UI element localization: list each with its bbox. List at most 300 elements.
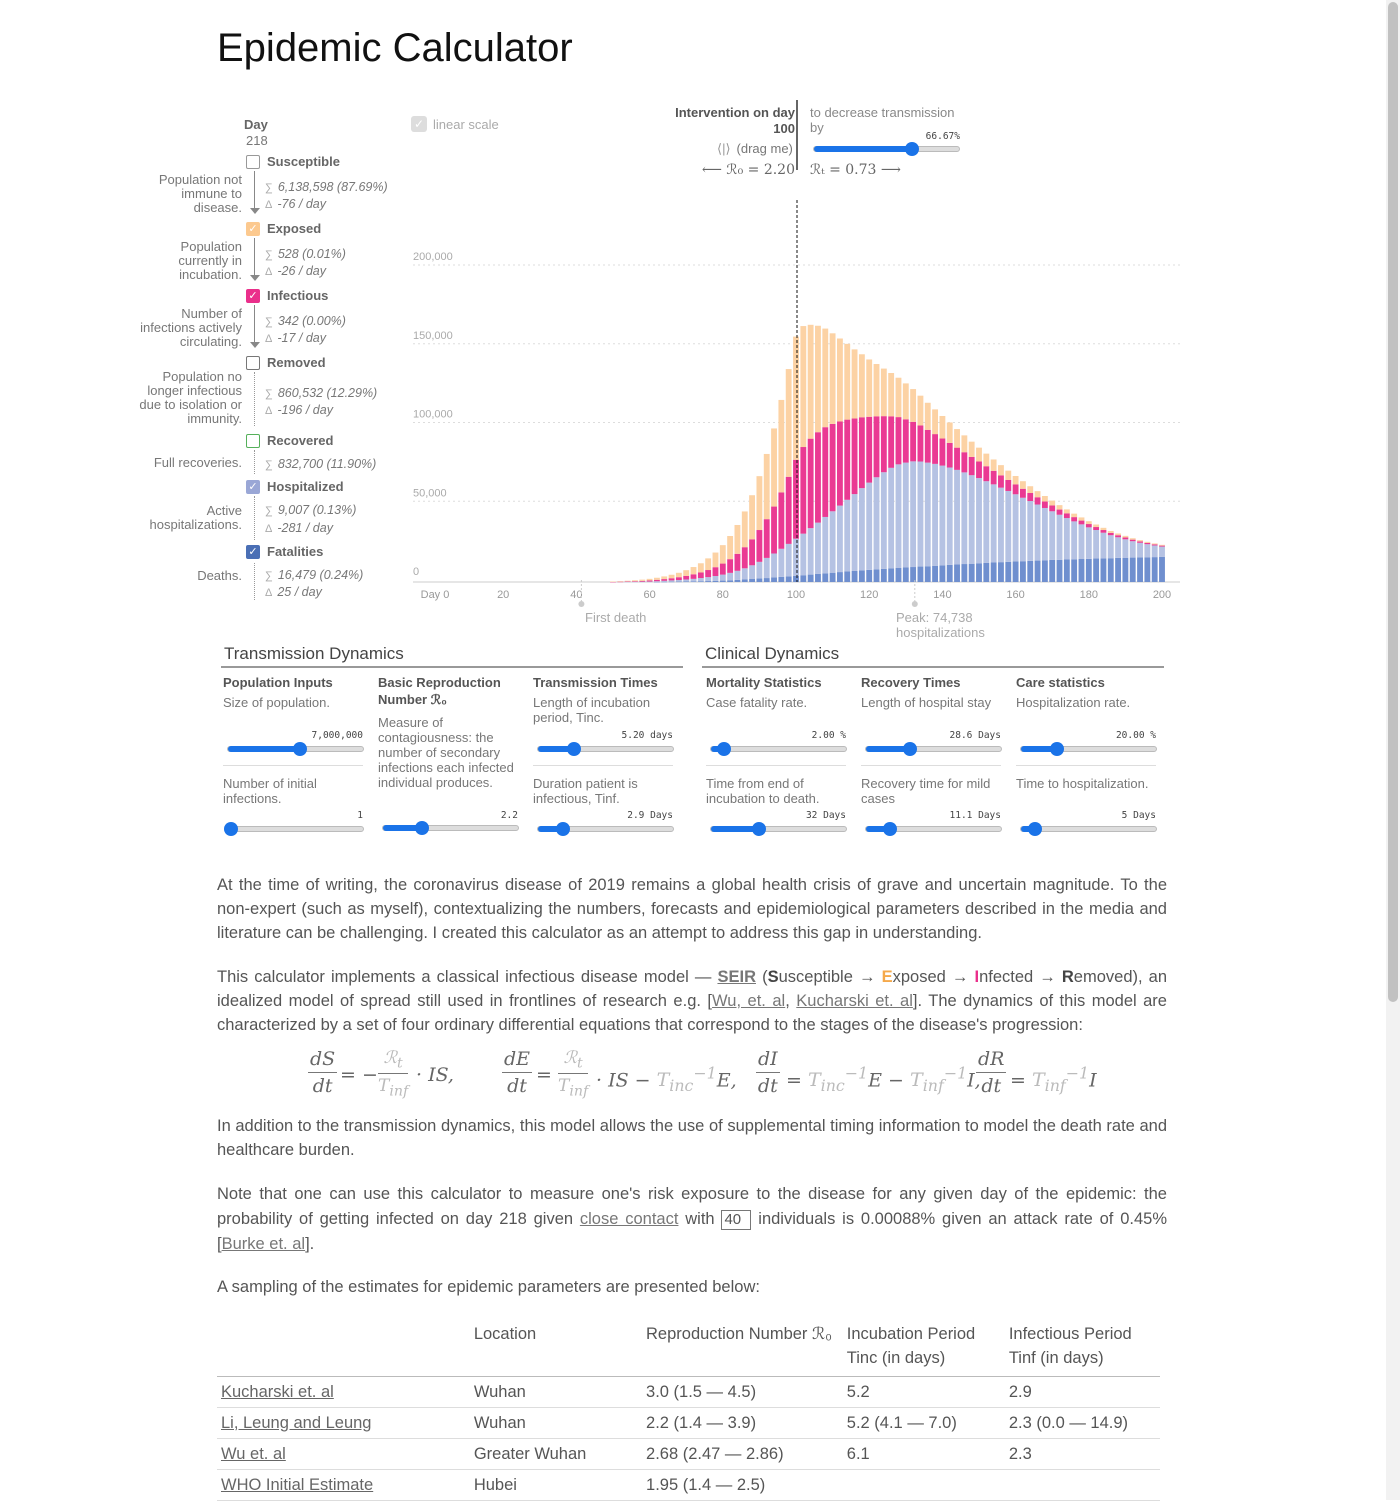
decrease-label-by: by [810, 120, 824, 135]
cell-value: 5.2 [846, 1382, 870, 1401]
checkbox-infectious[interactable]: ✓ [246, 289, 260, 303]
slider-thumb[interactable] [224, 822, 238, 836]
bar-infectious [918, 425, 924, 461]
contacts-input[interactable] [721, 1210, 751, 1230]
bar-fatalities [896, 568, 902, 582]
x-tick-label: 140 [933, 589, 952, 601]
table-cell [843, 1408, 1005, 1439]
delta-value: -281 / day [277, 521, 333, 535]
bar-hospitalized [625, 582, 631, 583]
bar-exposed [632, 580, 638, 581]
cell-value: Wuhan [473, 1413, 526, 1432]
bar-infectious [742, 547, 748, 568]
sum-value: 9,007 (0.13%) [277, 503, 357, 517]
bar-hospitalized [1064, 518, 1070, 559]
control-group-heading: Care statistics [1016, 675, 1105, 690]
bar-exposed [705, 558, 711, 570]
bar-hospitalized [983, 481, 989, 563]
description-line: immune to [181, 186, 242, 201]
scrollbar-thumb[interactable] [1388, 2, 1398, 1002]
seir-text-exposed: xposed → [892, 968, 975, 986]
eq-ds-dt: $\frac{dS}{dt}$ [310, 1048, 336, 1097]
bar-hospitalized [976, 478, 982, 563]
bar-hospitalized [1159, 547, 1165, 557]
bar-hospitalized [771, 553, 777, 577]
checkbox-susceptible[interactable] [246, 155, 260, 169]
slider-thumb[interactable] [883, 822, 897, 836]
sum-value: 16,479 (0.24%) [277, 568, 364, 582]
linear-scale-checkbox[interactable]: ✓ [411, 116, 427, 132]
bar-hospitalized [1020, 498, 1026, 561]
bar-hospitalized [1086, 527, 1092, 559]
bar-infectious [632, 581, 638, 582]
table-header-cell: Location [470, 1318, 642, 1377]
table-cell [843, 1377, 1005, 1408]
bar-infectious [1159, 546, 1165, 547]
parameter-slider[interactable] [537, 746, 674, 752]
bar-infectious [954, 448, 960, 470]
bar-infectious [1064, 513, 1070, 518]
description-line: infections actively [140, 320, 242, 335]
bar-infectious [1130, 540, 1136, 542]
bar-fatalities [705, 581, 711, 582]
bar-hospitalized [1108, 535, 1114, 558]
delta-value: -26 / day [277, 264, 326, 278]
compartment-description [139, 370, 242, 426]
bar-hospitalized [1137, 543, 1143, 558]
flow-line [254, 563, 255, 600]
control-separator [1016, 765, 1156, 766]
source-link[interactable]: Kucharski et. al [221, 1382, 334, 1401]
bar-hospitalized [749, 565, 755, 579]
eq-eq4: = $T_{inf}^{-1}I$ [1010, 1064, 1097, 1096]
eq-is: · IS, [416, 1064, 454, 1086]
bar-fatalities [654, 582, 660, 583]
source-link[interactable]: Li, Leung and Leung [221, 1413, 372, 1432]
bar-fatalities [800, 575, 806, 582]
bar-fatalities [859, 570, 865, 582]
seir-text-infected: nfected → [979, 968, 1062, 986]
seir-r-letter: R [1061, 968, 1074, 986]
bar-exposed [786, 369, 792, 477]
bar-infectious [1137, 541, 1143, 542]
bar-exposed [954, 429, 960, 448]
bar-fatalities [1064, 559, 1070, 582]
burke-link[interactable]: Burke et. al [221, 1235, 306, 1253]
bar-infectious [661, 579, 667, 581]
flow-line [254, 238, 255, 277]
source-link[interactable]: WHO Initial Estimate [221, 1475, 374, 1494]
risk-text-b: with [678, 1210, 722, 1228]
first-death-dot [578, 601, 584, 607]
x-tick-label: 40 [570, 589, 583, 601]
bar-fatalities [735, 580, 741, 582]
bar-exposed [888, 373, 894, 416]
table-cell [642, 1439, 843, 1470]
bar-exposed [676, 573, 682, 577]
table-cell [470, 1377, 642, 1408]
clinical-dynamics-title: Clinical Dynamics [705, 644, 840, 663]
compartment-description [159, 173, 242, 215]
transmission-dynamics-title: Transmission Dynamics [224, 644, 404, 663]
bar-fatalities [969, 564, 975, 582]
bar-fatalities [1130, 558, 1136, 582]
parameter-slider[interactable] [1020, 746, 1157, 752]
compartment-description [197, 569, 242, 583]
bar-infectious [903, 419, 909, 462]
bar-fatalities [1101, 558, 1107, 582]
bar-infectious [735, 554, 741, 571]
bar-exposed [749, 495, 755, 539]
bar-infectious [808, 439, 814, 528]
bar-infectious [625, 581, 631, 582]
bar-hospitalized [998, 488, 1004, 562]
bar-exposed [756, 476, 762, 530]
bar-exposed [874, 364, 880, 416]
bar-exposed [852, 349, 858, 418]
control-description: Hospitalization rate. [1016, 695, 1131, 710]
description-line: circulating. [179, 334, 242, 349]
slider-thumb[interactable] [717, 742, 731, 756]
bar-fatalities [1122, 558, 1128, 582]
bar-fatalities [1013, 562, 1019, 582]
x-tick-label: 80 [716, 589, 729, 601]
seir-e-letter: E [881, 968, 893, 986]
bar-infectious [617, 582, 623, 583]
bar-fatalities [874, 569, 880, 582]
control-group-heading: Transmission Times [533, 675, 658, 690]
day-value: 218 [246, 133, 268, 148]
decrease-value: 66.67% [925, 131, 960, 142]
table-cell [1005, 1408, 1160, 1439]
slider-fill [228, 746, 297, 752]
bar-hospitalized [903, 463, 909, 568]
bar-hospitalized [676, 580, 682, 582]
control-value: 1 [357, 810, 363, 821]
page-title: Epidemic Calculator [217, 26, 573, 70]
bar-fatalities [852, 571, 858, 582]
bar-hospitalized [932, 464, 938, 566]
drag-me-label: (drag me) [736, 141, 793, 156]
control-description: Time from end of incubation to death. [706, 776, 820, 806]
flow-arrow-icon [250, 342, 260, 348]
bar-exposed [1115, 533, 1121, 535]
description-line: longer infectious [147, 383, 242, 398]
cell-value: 1.95 (1.4 — 2.5) [646, 1475, 766, 1494]
bar-infectious [1020, 489, 1026, 498]
sum-icon: ∑ [265, 249, 273, 261]
compartment-description [178, 240, 242, 282]
description-line: disease. [193, 200, 242, 215]
bar-fatalities [1137, 557, 1143, 582]
bar-infectious [654, 580, 660, 581]
table-cell [1005, 1439, 1160, 1470]
bar-fatalities [961, 564, 967, 582]
eq-di-dt: $\frac{dI}{dt}$ [757, 1048, 778, 1097]
control-description: Length of incubation period, Tinc. [533, 695, 651, 725]
parameter-slider[interactable] [382, 825, 519, 831]
bar-hospitalized [793, 539, 799, 576]
parameter-slider[interactable] [710, 746, 847, 752]
intro-paragraph: At the time of writing, the coronavirus disease of 2019 remains a global health crisis of grave and uncertain magnitude. To the non-expert (such as myself), contextualizing the numbers, forecasts and epidemiological parameters described in the media and literature can be challenging. I created this calculator as an attempt to address this gap in understanding. [217, 876, 1167, 942]
slider-thumb[interactable] [752, 822, 766, 836]
bar-exposed [1071, 514, 1077, 517]
parameter-slider[interactable] [537, 826, 674, 832]
parameter-slider[interactable] [865, 826, 1002, 832]
slider-thumb[interactable] [903, 742, 917, 756]
table-cell [470, 1408, 642, 1439]
bar-hospitalized [1013, 494, 1019, 561]
parameter-slider[interactable] [1020, 826, 1157, 832]
bar-hospitalized [647, 582, 653, 583]
bar-fatalities [1035, 561, 1041, 582]
compartment-sum [265, 386, 377, 400]
bar-hospitalized [705, 577, 711, 581]
sum-icon: ∑ [265, 388, 273, 400]
delta-icon: Δ [265, 587, 273, 599]
bar-hospitalized [1042, 508, 1048, 560]
bar-exposed [859, 354, 865, 417]
checkbox-exposed[interactable]: ✓ [246, 222, 260, 236]
bar-fatalities [1042, 560, 1048, 582]
parameter-slider[interactable] [710, 826, 847, 832]
peak-label: Peak: 74,738 [896, 610, 973, 625]
slider-thumb[interactable] [415, 821, 429, 835]
bar-hospitalized [691, 579, 697, 582]
bar-hospitalized [756, 562, 762, 579]
bar-exposed [720, 545, 726, 563]
bar-infectious [939, 439, 945, 466]
bar-fatalities [742, 579, 748, 582]
bar-hospitalized [852, 494, 858, 571]
r0-readout: ⟵ ℛ₀ = 2.20 [701, 162, 795, 178]
bar-exposed [844, 344, 850, 420]
bar-exposed [1079, 517, 1085, 520]
slider-thumb[interactable] [1028, 822, 1042, 836]
bar-hospitalized [661, 581, 667, 582]
seir-s-letter: S [767, 968, 779, 986]
bar-fatalities [998, 562, 1004, 582]
bar-infectious [888, 416, 894, 468]
table-header-cell [217, 1318, 470, 1377]
bar-exposed [998, 465, 1004, 475]
bar-hospitalized [888, 468, 894, 569]
flow-arrow-icon [250, 275, 260, 281]
bar-exposed [654, 578, 660, 580]
bar-infectious [764, 519, 770, 558]
table-cell [217, 1377, 470, 1408]
bar-infectious [1115, 535, 1121, 537]
scrollbar[interactable] [1386, 0, 1400, 1500]
bar-infectious [676, 577, 682, 580]
table-header-row [217, 1318, 1160, 1377]
bar-exposed [683, 570, 689, 576]
bar-hospitalized [844, 500, 850, 572]
x-tick-label: 120 [860, 589, 879, 601]
bar-hospitalized [727, 573, 733, 580]
bar-exposed [976, 448, 982, 462]
compartment-delta [265, 264, 326, 278]
bar-hospitalized [859, 488, 865, 570]
control-description: Number of initial infections. [223, 776, 317, 806]
control-description: Length of hospital stay [861, 695, 992, 710]
parameter-slider[interactable] [865, 746, 1002, 752]
bar-fatalities [976, 563, 982, 582]
seir-link[interactable]: SEIR [717, 968, 756, 986]
slider-thumb[interactable] [556, 822, 570, 836]
checkbox-recovered[interactable] [246, 434, 260, 448]
bar-hospitalized [713, 576, 719, 581]
bar-exposed [742, 511, 748, 547]
slider-fill [711, 826, 756, 832]
sampling-paragraph: A sampling of the estimates for epidemic parameters are presented below: [217, 1278, 760, 1296]
slider-thumb[interactable] [567, 742, 581, 756]
bar-exposed [625, 581, 631, 582]
checkbox-fatalities[interactable]: ✓ [246, 545, 260, 559]
bar-fatalities [1027, 561, 1033, 582]
x-tick-label: 200 [1152, 589, 1172, 601]
bar-hospitalized [874, 477, 880, 569]
parameter-slider[interactable] [227, 746, 364, 752]
control-description: Duration patient is infectious, Tinf. [533, 776, 638, 806]
clinical-rule [702, 666, 1164, 668]
bar-fatalities [1057, 560, 1063, 582]
checkbox-hospitalized[interactable]: ✓ [246, 480, 260, 494]
intervention-label: Intervention on day [675, 105, 795, 120]
bar-exposed [1057, 505, 1063, 509]
description-line: currently in [178, 253, 242, 268]
table-cell [470, 1470, 642, 1501]
cell-value: 2.3 [1008, 1444, 1032, 1463]
bar-fatalities [1115, 558, 1121, 582]
bar-fatalities [764, 578, 770, 582]
bar-exposed [764, 454, 770, 519]
bar-exposed [1005, 471, 1011, 480]
eq-eq2: = [536, 1064, 552, 1086]
bar-exposed [925, 403, 931, 430]
compartment-delta [265, 197, 326, 211]
slider-thumb[interactable] [1050, 742, 1064, 756]
bar-infectious [969, 457, 975, 475]
bar-hospitalized [1071, 521, 1077, 559]
risk-text-a: Note that one can use this calculator to measure one's risk exposure to the disease for any given day of the epidemic: the probability of getting infected on day 218 given [217, 1185, 1167, 1228]
bar-hospitalized [778, 549, 784, 577]
parameter-slider[interactable] [227, 826, 364, 832]
compartment-sum [265, 180, 388, 194]
bar-fatalities [1005, 562, 1011, 582]
bar-infectious [698, 572, 704, 578]
y-tick-label: 200,000 [413, 251, 453, 263]
bar-exposed [647, 579, 653, 581]
kucharski-link[interactable]: Kucharski et. al [796, 992, 913, 1010]
seir-text-susceptible: usceptible → [778, 968, 882, 986]
bar-infectious [771, 507, 777, 554]
table-row [217, 1470, 1160, 1501]
bar-infectious [983, 466, 989, 481]
bar-fatalities [918, 567, 924, 582]
bar-infectious [881, 416, 887, 472]
bar-infectious [932, 434, 938, 464]
bar-exposed [661, 576, 667, 579]
cell-value: 3.0 (1.5 — 4.5) [646, 1382, 757, 1401]
wu-link[interactable]: Wu, et. al [712, 992, 786, 1010]
bar-hospitalized [764, 558, 770, 578]
bar-infectious [976, 462, 982, 479]
compartment-name: Removed [267, 355, 326, 370]
bar-fatalities [713, 581, 719, 582]
bar-fatalities [771, 577, 777, 582]
bar-fatalities [1079, 559, 1085, 582]
source-link[interactable]: Wu et. al [221, 1444, 286, 1463]
bar-hospitalized [961, 472, 967, 564]
control-value: 5 Days [1121, 810, 1156, 821]
compartment-description [150, 504, 243, 532]
delta-icon: Δ [265, 333, 273, 345]
bar-exposed [1086, 521, 1092, 524]
bar-exposed [1035, 491, 1041, 497]
bar-fatalities [881, 569, 887, 582]
cell-value: Wuhan [473, 1382, 526, 1401]
eq-rt-over-tinf: ℛ$_t$ $T_{inf}$ [378, 1048, 409, 1100]
bar-infectious [1101, 530, 1107, 533]
bar-exposed [939, 416, 945, 439]
delta-icon: Δ [265, 523, 273, 535]
bar-infectious [830, 424, 836, 511]
table-header-cell: Incubation Period Tinc (in days) [843, 1318, 1005, 1377]
bar-exposed [713, 553, 719, 568]
sum-icon: ∑ [265, 459, 273, 471]
delta-value: -196 / day [277, 403, 333, 417]
bar-hospitalized [683, 579, 689, 581]
sum-value: 528 (0.01%) [277, 247, 346, 261]
eq-dr-dt: $\frac{dR}{dt}$ [978, 1048, 1005, 1097]
bar-exposed [735, 525, 741, 554]
checkbox-removed[interactable] [246, 356, 260, 370]
bar-infectious [683, 576, 689, 580]
control-group-heading: Mortality Statistics [706, 675, 822, 690]
epidemic-chart [405, 95, 1195, 615]
bar-exposed [969, 442, 975, 457]
bar-exposed [837, 339, 843, 422]
eq-eq3: = $T_{inc}^{-1}E - T_{inf}^{-1}I$, [786, 1064, 981, 1096]
control-group-heading: Recovery Times [861, 675, 961, 690]
bar-exposed [815, 326, 821, 432]
bar-hospitalized [1122, 539, 1128, 557]
delta-icon: Δ [265, 266, 273, 278]
close-contact-link[interactable]: close contact [579, 1210, 679, 1228]
table-cell [217, 1439, 470, 1470]
delta-icon: Δ [265, 199, 273, 211]
bar-exposed [910, 389, 916, 422]
control-description: Size of population. [223, 695, 330, 710]
slider-thumb[interactable] [293, 742, 307, 756]
compartment-name: Recovered [267, 433, 334, 448]
bar-fatalities [786, 576, 792, 582]
bar-exposed [727, 536, 733, 559]
bar-hospitalized [742, 568, 748, 579]
sum-value: 832,700 (11.90%) [277, 457, 377, 471]
seir-text-b: ( [755, 968, 768, 986]
bar-hospitalized [1049, 511, 1055, 560]
compartment-sum [265, 457, 376, 471]
table-cell [1005, 1470, 1160, 1501]
bar-exposed [800, 326, 806, 447]
bar-infectious [859, 417, 865, 488]
delta-value: -17 / day [277, 331, 326, 345]
description-line: Active [206, 503, 242, 518]
table-cell [642, 1377, 843, 1408]
table-cell [843, 1439, 1005, 1470]
